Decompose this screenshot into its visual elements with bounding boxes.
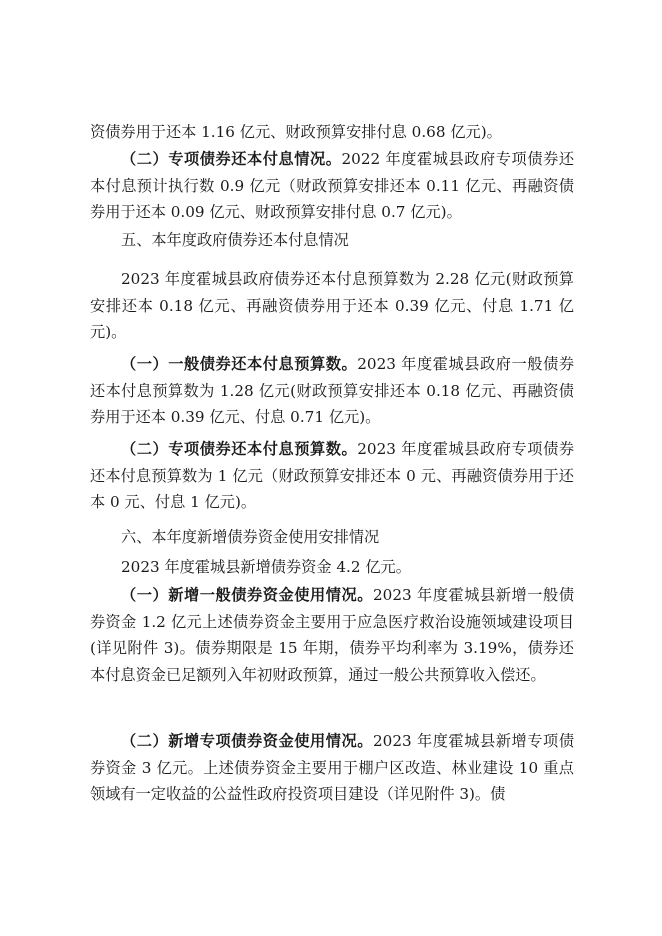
paragraph-lead: （一）新增一般债券资金使用情况。 [121,586,374,604]
paragraph-new-general-bond [90,582,574,689]
paragraph-body: 2022 年度霍城县政府专项债券还本付息预计执行数 0.9 亿元（财政预算安排还本 0.11 亿元、再融资债券用于还本 0.09 亿元、财政预算安排付息 0.7 亿元)。 [90,150,575,222]
paragraph-body: 2023 年度霍城县政府一般债券还本付息预算数为 1.28 亿元(财政预算安排还本 0.18 亿元、再融资债券用于还本 0.39 亿元、付息 0.71 亿元)。 [90,355,575,427]
section-heading-6: 六、本年度新增债券资金使用安排情况 [121,528,380,546]
paragraph-new-special-bond [90,728,574,808]
paragraph-special-bond-execution [90,146,574,226]
paragraph-body: 2023 年度霍城县新增一般债券资金 1.2 亿元上述债券资金主要用于应急医疗救治设施领域建设项目(详见附件 3)。债券期限是 15 年期，债券平均利率为 3.19%，债券还本付息资金已足额列入年初财政预算，通过一般公共预算收入偿还。 [90,586,575,685]
section-heading-5: 五、本年度政府债券还本付息情况 [121,231,349,249]
paragraph-lead: （二）新增专项债券资金使用情况。 [121,732,374,750]
paragraph-body: 2023 年度霍城县政府专项债券还本付息预算数为 1 亿元（财政预算安排还本 0 元、再融资债券用于还本 0 元、付息 1 亿元)。 [90,440,575,512]
paragraph-budget-total: 2023 年度霍城县政府债券还本付息预算数为 2.28 亿元(财政预算安排还本 0.18 亿元、再融资债券用于还本 0.39 亿元、付息 1.71 亿元)。 [90,270,574,342]
paragraph-new-bond-total: 2023 年度霍城县新增债券资金 4.2 亿元。 [121,558,411,576]
paragraph-continuation: 资债券用于还本 1.16 亿元、财政预算安排付息 0.68 亿元)。 [90,123,502,141]
paragraph-lead: （二）专项债券还本付息情况。 [121,150,342,168]
paragraph-general-bond-budget [90,351,574,431]
paragraph-lead: （一）一般债券还本付息预算数。 [121,355,358,373]
paragraph-body: 2023 年度霍城县新增专项债券资金 3 亿元。上述债券资金主要用于棚户区改造、林业建设 10 重点领域有一定收益的公益性政府投资项目建设（详见附件 3)。债 [90,732,575,804]
paragraph-special-bond-budget [90,436,574,516]
paragraph-lead: （二）专项债券还本付息预算数。 [121,440,358,458]
